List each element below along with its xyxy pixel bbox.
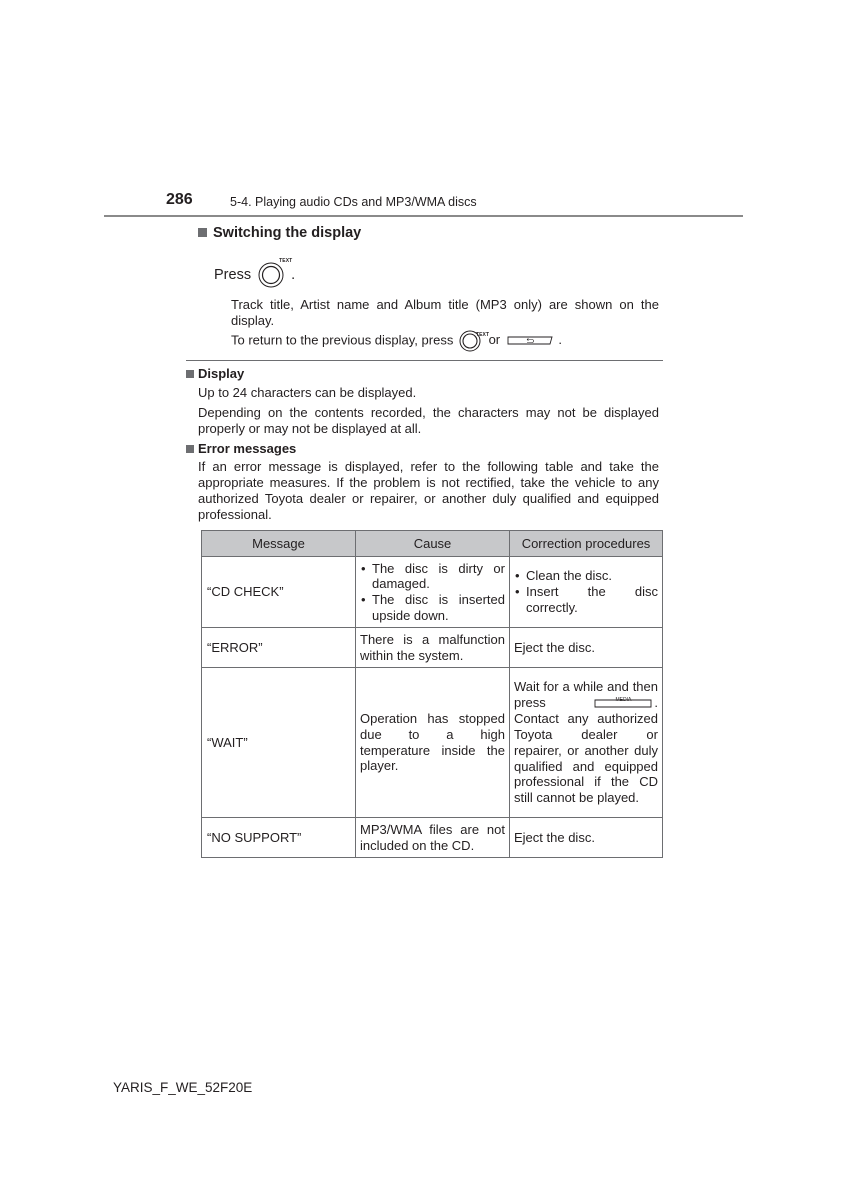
display-heading <box>186 366 244 381</box>
press-end: . <box>291 266 296 283</box>
correction-text: Contact any authorized Toyota dealer or repairer, or another duly qualified and equipped professional if the CD still cannot be played. <box>514 711 658 805</box>
text-knob-icon <box>459 330 490 352</box>
media-button-icon <box>594 696 652 712</box>
switching-display-description: Track title, Artist name and Album title (MP3 only) are shown on the display. <box>231 297 659 328</box>
header-divider <box>104 215 743 217</box>
text-knob-label: TEXT <box>279 258 293 264</box>
message-cell: “CD CHECK” <box>202 557 356 628</box>
media-button-label: MEDIA <box>615 696 632 703</box>
error-messages-table <box>201 530 663 858</box>
footer-document-code: YARIS_F_WE_52F20E <box>113 1080 253 1095</box>
list-item: • Insert the disc correctly. <box>514 584 658 615</box>
column-header-cause: Cause <box>356 531 510 557</box>
cause-cell <box>356 557 510 628</box>
section-title: 5-4. Playing audio CDs and MP3/WMA discs <box>230 195 477 209</box>
press-label: Press <box>214 266 252 283</box>
return-instruction <box>231 330 562 352</box>
square-bullet-icon <box>186 370 194 378</box>
message-cell: “NO SUPPORT” <box>202 818 356 858</box>
table-row <box>202 668 663 818</box>
return-or: or <box>488 332 501 348</box>
table-header-row <box>202 531 663 557</box>
switching-display-heading <box>198 225 361 241</box>
press-instruction <box>214 258 296 288</box>
square-bullet-icon <box>198 228 207 237</box>
correction-cell: Eject the disc. <box>510 628 663 668</box>
section-divider <box>186 360 663 361</box>
display-paragraph-2: Depending on the contents recorded, the characters may not be displayed properly or may not be displayed at all. <box>198 405 659 436</box>
cause-cell: There is a malfunction within the system. <box>356 628 510 668</box>
column-header-correction: Correction procedures <box>510 531 663 557</box>
correction-text: Wait for a while and then press <box>514 679 658 711</box>
table-row <box>202 557 663 628</box>
list-item: • The disc is inserted upside down. <box>360 592 505 623</box>
text-knob-icon <box>258 258 293 288</box>
table-row <box>202 818 663 858</box>
correction-end: . <box>654 695 658 711</box>
error-messages-paragraph: If an error message is displayed, refer to the following table and take the appropriate measures. If the problem is not rectified, take the vehicle to any authorized Toyota dealer or repairer, or another duly qualified and equipped professional. <box>198 459 659 522</box>
cause-cell: Operation has stopped due to a high temperature inside the player. <box>356 668 510 818</box>
error-messages-heading-text: Error messages <box>198 441 297 456</box>
return-prefix: To return to the previous display, press <box>231 332 454 348</box>
correction-cell <box>510 668 663 818</box>
display-heading-text: Display <box>198 366 245 381</box>
back-button-icon <box>507 331 553 351</box>
switching-display-heading-text: Switching the display <box>213 225 362 241</box>
list-item: • The disc is dirty or damaged. <box>360 561 505 592</box>
error-messages-heading <box>186 441 296 456</box>
return-end: . <box>558 332 563 348</box>
square-bullet-icon <box>186 445 194 453</box>
text-knob-label: TEXT <box>475 332 490 338</box>
list-item: • Clean the disc. <box>514 568 658 584</box>
correction-cell <box>510 557 663 628</box>
display-paragraph-1: Up to 24 characters can be displayed. <box>198 385 417 400</box>
column-header-message: Message <box>202 531 356 557</box>
message-cell: “WAIT” <box>202 668 356 818</box>
correction-cell: Eject the disc. <box>510 818 663 858</box>
message-cell: “ERROR” <box>202 628 356 668</box>
cause-cell: MP3/WMA files are not included on the CD. <box>356 818 510 858</box>
page-number: 286 <box>166 191 193 208</box>
table-row <box>202 628 663 668</box>
